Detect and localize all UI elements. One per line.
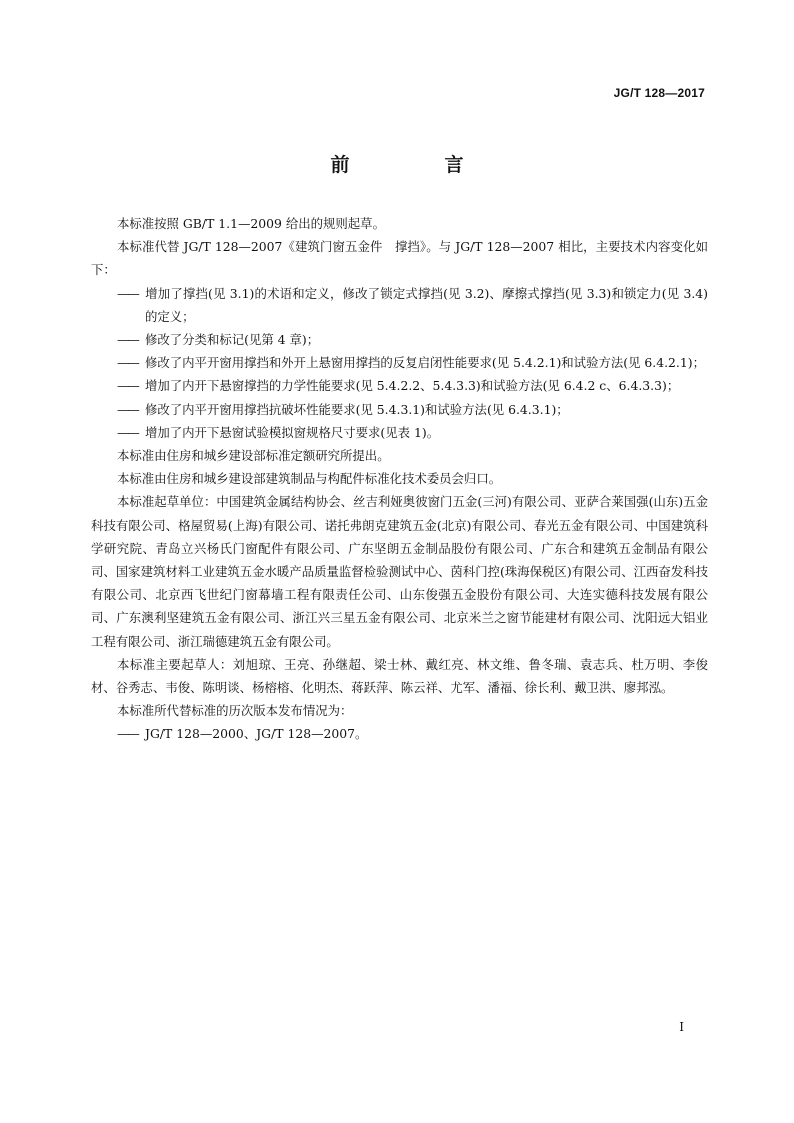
list-item-text: 增加了内开下悬窗试验模拟窗规格尺寸要求(见表 1)。 [145, 424, 440, 440]
list-item-text: 增加了内开下悬窗撑挡的力学性能要求(见 5.4.2.2、5.4.3.3)和试验方法(见 6.4.2 c、6.4.3.3)； [145, 378, 680, 394]
list-item [91, 722, 708, 745]
list-item [91, 398, 708, 421]
page-title: 前 言 [330, 154, 502, 176]
paragraph: 本标准由住房和城乡建设部建筑制品与构配件标准化技术委员会归口。 [117, 471, 502, 487]
list-item [91, 421, 708, 444]
paragraph: 本标准起草单位：中国建筑金属结构协会、丝吉利娅奥彼窗门五金(三河)有限公司、亚萨合莱国强(山东)五金科技有限公司、格屋贸易(上海)有限公司、诺托弗朗克建筑五金(北京)有限公司、春光五金有限公司、中国建筑科学研究院、青岛立兴杨氏门窗配件有限公司、广东坚朗五金制品股份有限公司、广东合和建筑五金制品有限公司、国家建筑材料工业建筑五金水暖产品质量监督检验测试中心、茵科门控(珠海保税区)有限公司、江西奋发科技有限公司、北京西飞世纪门窗幕墙工程有限责任公司、山东俊强五金股份有限公司、大连实德科技发展有限公司、广东澳利坚建筑五金有限公司、浙江兴三星五金有限公司、北京米兰之窗节能建材有限公司、沈阳远大铝业工程有限公司、浙江瑞德建筑五金有限公司。 [91, 494, 708, 649]
paragraph: 本标准代替 JG/T 128—2007《建筑门窗五金件 撑挡》。与 JG/T 128—2007 相比，主要技术内容变化如下： [91, 239, 708, 278]
dash-mark: —— [117, 332, 138, 348]
paragraph: 本标准所代替标准的历次版本发布情况为： [117, 703, 353, 719]
paragraph: 本标准主要起草人：刘旭琼、王亮、孙继超、梁士林、戴红亮、林文维、鲁冬瑞、袁志兵、杜万明、李俊材、谷秀志、韦俊、陈明谈、杨榕榕、化明杰、蒋跃萍、陈云祥、尤军、潘福、徐长利、戴卫洪、廖邦泓。 [91, 656, 708, 696]
list-item [91, 374, 708, 397]
dash-mark: —— [117, 424, 138, 440]
list-item-text: JG/T 128—2000、JG/T 128—2007。 [145, 726, 368, 742]
paragraph: 本标准由住房和城乡建设部标准定额研究所提出。 [117, 448, 390, 464]
list-item [91, 282, 708, 328]
foreword-body [91, 212, 708, 746]
document-code: JG/T 128—2017 [613, 86, 705, 100]
dash-mark: —— [117, 285, 138, 301]
list-item-text: 修改了分类和标记(见第 4 章)； [145, 332, 320, 348]
list-item [91, 351, 708, 374]
list-item-text: 修改了内平开窗用撑挡和外开上悬窗用撑挡的反复启闭性能要求(见 5.4.2.1)和试验方法(见 6.4.2.1)； [145, 355, 705, 371]
dash-mark: —— [117, 378, 138, 394]
list-item [91, 328, 708, 351]
dash-mark: —— [117, 355, 138, 371]
paragraph: 本标准按照 GB/T 1.1—2009 给出的规则起草。 [117, 216, 385, 231]
list-item-text: 修改了内平开窗用撑挡抗破坏性能要求(见 5.4.3.1)和试验方法(见 6.4.3.1)； [145, 401, 569, 417]
dash-mark: —— [117, 726, 138, 742]
list-item-text: 增加了撑挡(见 3.1)的术语和定义，修改了锁定式撑挡(见 3.2)、摩擦式撑挡(见 3.3)和锁定力(见 3.4)的定义； [145, 285, 708, 324]
dash-mark: —— [117, 401, 138, 417]
page-number: I [679, 1020, 684, 1034]
